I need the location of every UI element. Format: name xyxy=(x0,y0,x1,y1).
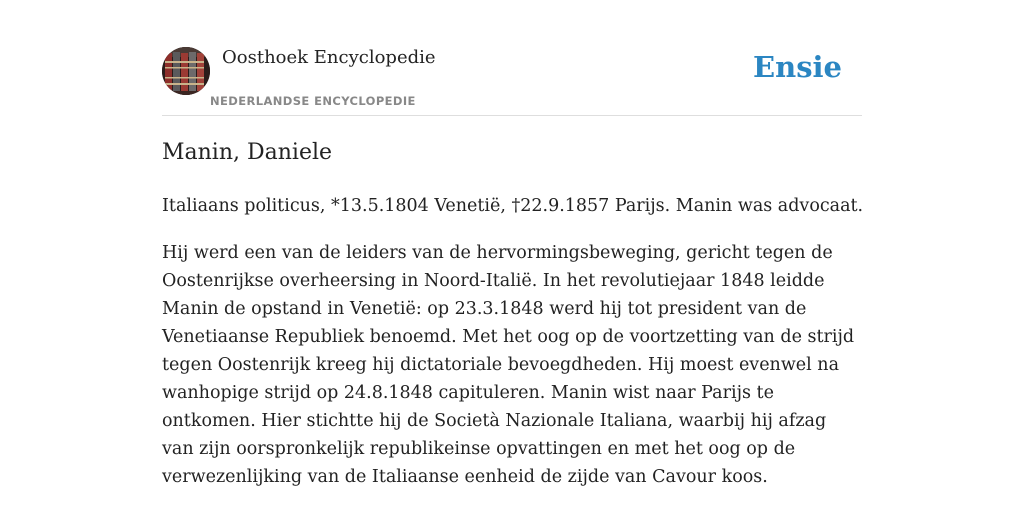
site-subtitle: NEDERLANDSE ENCYCLOPEDIE xyxy=(210,94,416,108)
site-title[interactable]: Oosthoek Encyclopedie xyxy=(222,47,436,68)
page-container xyxy=(162,0,864,487)
ensie-logo-link[interactable]: Ensie xyxy=(753,50,842,84)
site-header xyxy=(162,0,862,116)
article-title: Manin, Daniele xyxy=(162,140,333,165)
article-paragraph: Hij werd een van de leiders van de hervormingsbeweging, gericht tegen de Oostenrijkse overheersing in Noord-Italië. In het revolutiejaar 1848 leidde Manin de opstand in Venetië: op 23.3.1848 werd hij tot president van de Venetiaanse Republiek benoemd. Met het oog op de voortzetting van de strijd tegen Oostenrijk kreeg hij dictatoriale bevoegdheden. Hij moest evenwel na wanhopige strijd op 24.8.1848 capituleren. Manin wist naar Parijs te ontkomen. Hier stichtte hij de Società Nazionale Italiana, waarbij hij afzag van zijn oorspronkelijk republikeinse opvattingen en met het oog op de verwezenlijking van de Italiaanse eenheid de zijde van Cavour koos. xyxy=(162,243,855,487)
article-paragraph: Italiaans politicus, *13.5.1804 Venetië, †22.9.1857 Parijs. Manin was advocaat. xyxy=(162,196,864,216)
book-spines-icon[interactable] xyxy=(162,47,210,95)
